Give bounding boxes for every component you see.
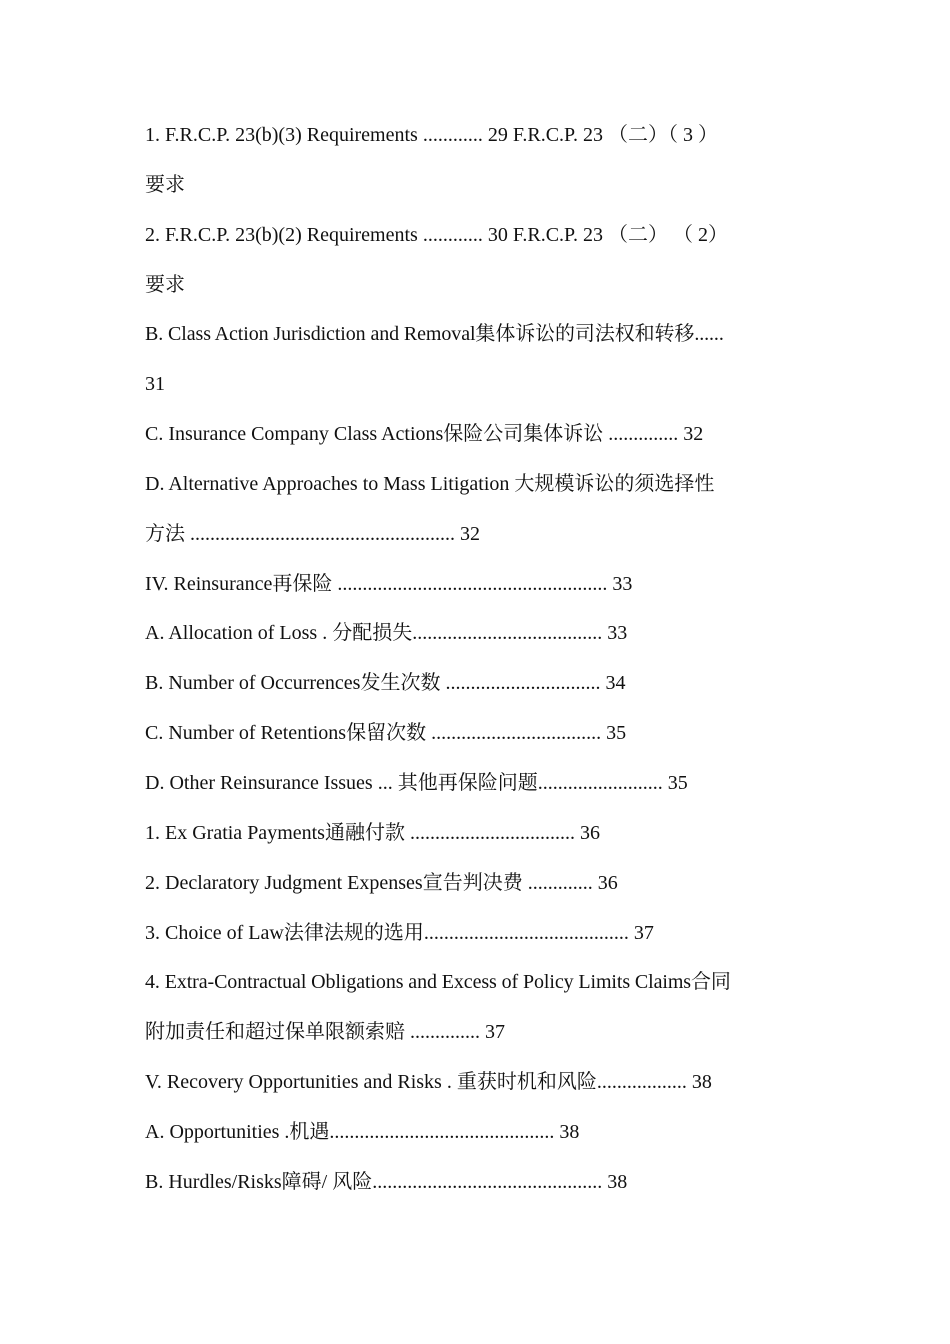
toc-line: C. Insurance Company Class Actions保险公司集体诉讼 .............. 32 (145, 423, 704, 446)
toc-line: 1. Ex Gratia Payments通融付款 ................................. 36 (145, 821, 600, 844)
toc-line: 方法 ..................................................... 32 (145, 522, 480, 545)
toc-line: C. Number of Retentions保留次数 .................................. 35 (145, 722, 627, 745)
toc-line: 31 (145, 373, 165, 396)
table-of-contents (145, 111, 815, 1208)
toc-line: 要求 (145, 273, 185, 296)
toc-line: B. Class Action Jurisdiction and Removal集体诉讼的司法权和转移...... (145, 323, 724, 346)
toc-line: 2. Declaratory Judgment Expenses宣告判决费 ............. 36 (145, 871, 618, 894)
toc-line: D. Alternative Approaches to Mass Litigation 大规模诉讼的须选择性 (145, 472, 715, 495)
toc-line: D. Other Reinsurance Issues ... 其他再保险问题......................... 35 (145, 771, 688, 794)
toc-line: 要求 (145, 173, 185, 196)
toc-line: 3. Choice of Law法律法规的选用......................................... 37 (145, 921, 654, 944)
toc-line: A. Opportunities .机遇............................................. 38 (145, 1120, 580, 1143)
toc-line: B. Hurdles/Risks障碍/ 风险.............................................. 38 (145, 1170, 628, 1193)
toc-line: 4. Extra-Contractual Obligations and Excess of Policy Limits Claims合同 (145, 971, 731, 994)
toc-line: 2. F.R.C.P. 23(b)(2) Requirements ............ 30 F.R.C.P. 23 （二） （ 2） (145, 223, 728, 246)
toc-line: 1. F.R.C.P. 23(b)(3) Requirements ............ 29 F.R.C.P. 23 （二）（ 3 ） (145, 124, 718, 146)
toc-line: A. Allocation of Loss . 分配损失...................................... 33 (145, 622, 628, 645)
toc-line: 附加责任和超过保单限额索赔 .............. 37 (145, 1021, 505, 1044)
toc-line: V. Recovery Opportunities and Risks . 重获时机和风险.................. 38 (145, 1071, 712, 1094)
toc-line: B. Number of Occurrences发生次数 ............................... 34 (145, 672, 626, 695)
toc-line: IV. Reinsurance再保险 ...................................................... 33 (145, 572, 633, 595)
